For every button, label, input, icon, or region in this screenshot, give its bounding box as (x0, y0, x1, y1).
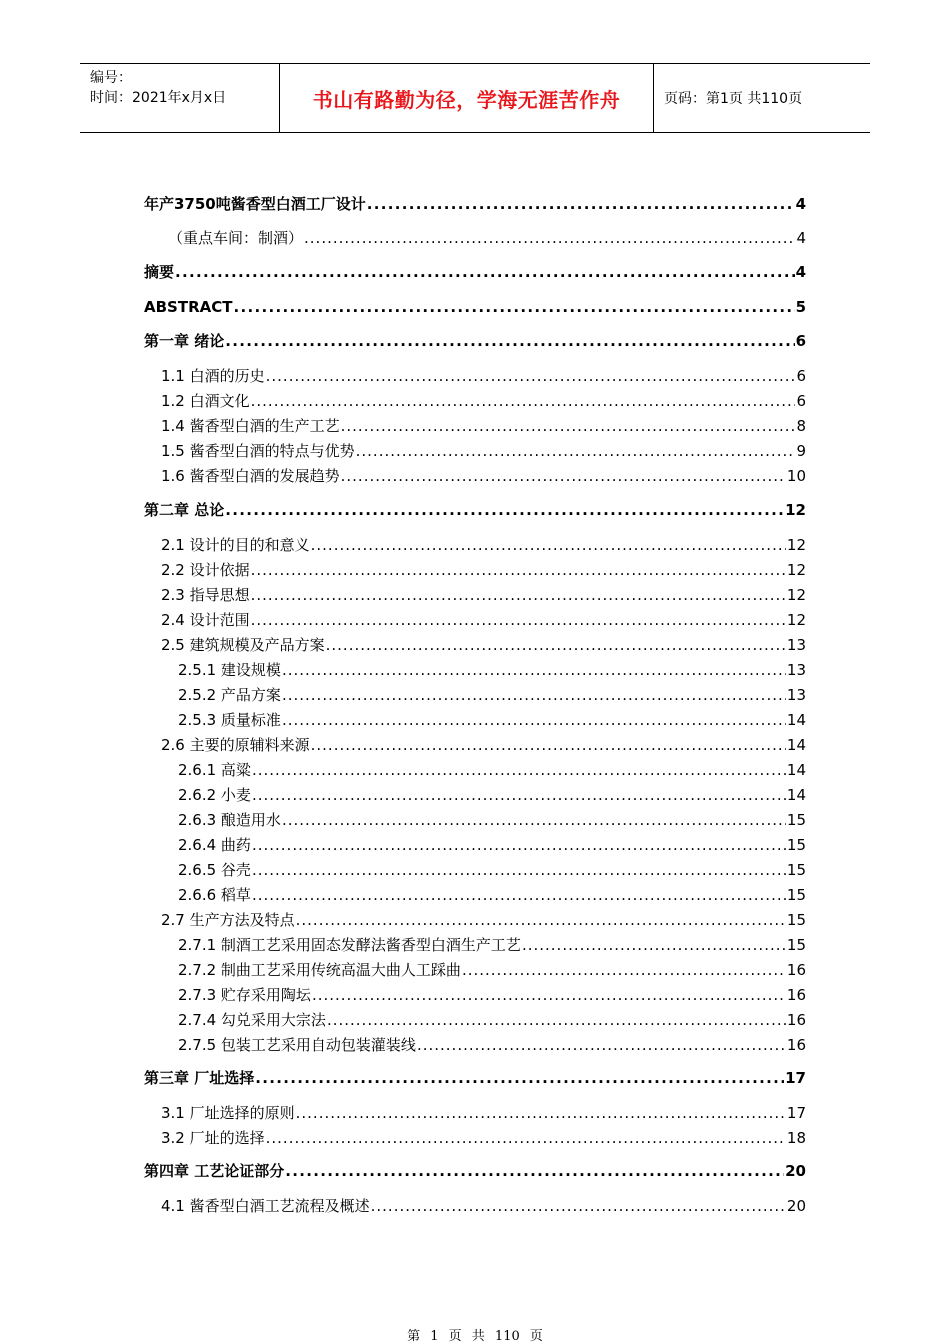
toc-entry-page: 16 (786, 1036, 806, 1054)
toc-entry[interactable] (144, 684, 806, 706)
toc-entry[interactable] (144, 784, 806, 806)
toc-entry-title: 2.5.3 质量标准 (178, 711, 281, 729)
toc-dot-leader (225, 330, 794, 352)
toc-dot-leader (312, 984, 786, 1006)
toc-entry-title: 2.6 主要的原辅料来源 (161, 736, 310, 754)
toc-entry-title: 2.7.2 制曲工艺采用传统高温大曲人工踩曲 (178, 961, 461, 979)
toc-entry[interactable] (144, 499, 806, 521)
toc-entry-page: 14 (786, 786, 806, 804)
toc-entry[interactable] (144, 1067, 806, 1089)
toc-dot-leader (266, 365, 796, 387)
toc-entry[interactable] (144, 959, 806, 981)
toc-entry-page: 13 (786, 661, 806, 679)
toc-entry[interactable] (144, 1034, 806, 1056)
toc-entry-title: 1.5 酱香型白酒的特点与优势 (161, 442, 355, 460)
toc-dot-leader (371, 1195, 786, 1217)
toc-entry-title: 1.1 白酒的历史 (161, 367, 265, 385)
toc-entry-title: 2.4 设计范围 (161, 611, 250, 629)
toc-dot-leader (282, 659, 786, 681)
toc-entry-title: 摘要 (144, 263, 175, 281)
toc-entry-page: 4 (795, 263, 806, 281)
toc-entry-title: 第四章 工艺论证部分 (144, 1162, 285, 1180)
toc-entry-page: 15 (786, 861, 806, 879)
toc-entry[interactable] (144, 859, 806, 881)
toc-entry-page: 15 (786, 936, 806, 954)
motto-text: 书山有路勤为径，学海无涯苦作舟 (312, 87, 621, 112)
toc-entry[interactable] (144, 390, 806, 412)
toc-entry-title: 2.7.4 勾兑采用大宗法 (178, 1011, 326, 1029)
toc-entry-page: 12 (786, 611, 806, 629)
toc-entry-title: 第一章 绪论 (144, 332, 225, 350)
toc-entry-title: 2.5 建筑规模及产品方案 (161, 636, 325, 654)
toc-entry-title: 1.2 白酒文化 (161, 392, 250, 410)
toc-dot-leader (251, 559, 786, 581)
toc-dot-leader (311, 534, 786, 556)
toc-entry[interactable] (144, 365, 806, 387)
toc-dot-leader (304, 227, 795, 249)
toc-entry-page: 13 (786, 636, 806, 654)
toc-dot-leader (367, 193, 795, 215)
toc-dot-leader (282, 709, 786, 731)
toc-entry-title: ABSTRACT (144, 298, 233, 316)
toc-dot-leader (296, 909, 786, 931)
toc-entry[interactable] (144, 261, 806, 283)
toc-entry-page: 18 (786, 1129, 806, 1147)
toc-entry-title: 2.7.3 贮存采用陶坛 (178, 986, 311, 1004)
page-label: 页码：第1页 共110页 (664, 91, 803, 107)
toc-entry-page: 4 (796, 229, 806, 247)
toc-dot-leader (417, 1034, 786, 1056)
toc-dot-leader (255, 1067, 784, 1089)
toc-entry-page: 16 (786, 1011, 806, 1029)
toc-dot-leader (311, 734, 786, 756)
toc-dot-leader (225, 499, 784, 521)
toc-entry[interactable] (144, 609, 806, 631)
toc-entry-page: 6 (796, 392, 806, 410)
toc-entry[interactable] (144, 584, 806, 606)
toc-entry-title: 2.7 生产方法及特点 (161, 911, 295, 929)
toc-entry-page: 14 (786, 736, 806, 754)
toc-entry-title: 1.4 酱香型白酒的生产工艺 (161, 417, 340, 435)
toc-entry[interactable] (144, 296, 806, 318)
toc-entry-page: 10 (786, 467, 806, 485)
toc-dot-leader (251, 584, 786, 606)
header-motto-cell (280, 64, 654, 132)
toc-entry-title: 2.7.5 包装工艺采用自动包装灌装线 (178, 1036, 416, 1054)
toc-entry-page: 16 (786, 961, 806, 979)
toc-entry[interactable] (144, 984, 806, 1006)
toc-entry[interactable] (144, 909, 806, 931)
toc-entry-page: 6 (796, 367, 806, 385)
toc-entry[interactable] (144, 634, 806, 656)
toc-entry[interactable] (144, 559, 806, 581)
header-meta-cell (80, 64, 280, 132)
toc-entry-page: 15 (786, 836, 806, 854)
toc-entry-title: 1.6 酱香型白酒的发展趋势 (161, 467, 340, 485)
toc-dot-leader (282, 809, 786, 831)
toc-dot-leader (296, 1102, 786, 1124)
toc-dot-leader (282, 684, 786, 706)
toc-dot-leader (251, 390, 796, 412)
toc-entry-title: 2.6.6 稻草 (178, 886, 251, 904)
header-page-cell (654, 64, 870, 132)
toc-entry[interactable] (144, 534, 806, 556)
toc-entry[interactable] (144, 1127, 806, 1149)
toc-entry[interactable] (144, 465, 806, 487)
toc-dot-leader (285, 1160, 784, 1182)
toc-entry-title: 2.2 设计依据 (161, 561, 250, 579)
toc-entry[interactable] (144, 884, 806, 906)
toc-entry-title: 2.1 设计的目的和意义 (161, 536, 310, 554)
toc-dot-leader (252, 884, 786, 906)
toc-dot-leader (175, 261, 795, 283)
toc-entry[interactable] (144, 934, 806, 956)
toc-entry-page: 12 (786, 586, 806, 604)
toc-entry[interactable] (144, 1102, 806, 1124)
toc-entry-page: 14 (786, 711, 806, 729)
toc-entry-title: 4.1 酱香型白酒工艺流程及概述 (161, 1197, 370, 1215)
toc-entry-title: 2.6.5 谷壳 (178, 861, 251, 879)
toc-entry[interactable] (144, 1195, 806, 1217)
toc-entry-title: 第三章 厂址选择 (144, 1069, 255, 1087)
toc-entry[interactable] (144, 734, 806, 756)
toc-entry-page: 17 (786, 1104, 806, 1122)
toc-dot-leader (266, 1127, 786, 1149)
toc-entry[interactable] (144, 1009, 806, 1031)
toc-entry-page: 14 (786, 761, 806, 779)
toc-entry-page: 12 (785, 501, 806, 519)
toc-dot-leader (326, 634, 786, 656)
serial-label: 编号： (90, 70, 132, 86)
toc-entry-title: （重点车间：制酒） (168, 229, 304, 247)
toc-entry-title: 2.7.1 制酒工艺采用固态发酵法酱香型白酒生产工艺 (178, 936, 521, 954)
toc-entry-title: 2.6.2 小麦 (178, 786, 251, 804)
toc-entry-page: 15 (786, 886, 806, 904)
toc-entry-title: 2.5.1 建设规模 (178, 661, 281, 679)
toc-entry-page: 13 (786, 686, 806, 704)
time-label: 时间：2021年x月x日 (90, 90, 227, 106)
toc-entry-title: 2.6.3 酿造用水 (178, 811, 281, 829)
toc-entry[interactable] (144, 759, 806, 781)
toc-dot-leader (251, 609, 786, 631)
toc-entry[interactable] (144, 440, 806, 462)
toc-entry-page: 17 (785, 1069, 806, 1087)
toc-dot-leader (252, 859, 786, 881)
toc-entry-page: 15 (786, 911, 806, 929)
toc-entry-title: 第二章 总论 (144, 501, 225, 519)
toc-entry[interactable] (144, 709, 806, 731)
toc-dot-leader (522, 934, 786, 956)
toc-entry-title: 2.3 指导思想 (161, 586, 250, 604)
toc-dot-leader (341, 415, 796, 437)
toc-entry-title: 2.5.2 产品方案 (178, 686, 281, 704)
toc-entry-page: 20 (785, 1162, 806, 1180)
toc-entry-title: 年产3750吨酱香型白酒工厂设计 (144, 195, 366, 213)
toc-dot-leader (356, 440, 796, 462)
toc-entry[interactable] (144, 227, 806, 249)
toc-entry-page: 9 (796, 442, 806, 460)
page-header (80, 63, 870, 133)
toc-entry-page: 5 (795, 298, 806, 316)
toc-entry[interactable] (144, 809, 806, 831)
toc-entry[interactable] (144, 834, 806, 856)
toc-dot-leader (462, 959, 786, 981)
toc-entry[interactable] (144, 1160, 806, 1182)
toc-entry-page: 20 (786, 1197, 806, 1215)
toc-entry[interactable] (144, 415, 806, 437)
toc-entry[interactable] (144, 330, 806, 352)
toc-dot-leader (252, 834, 786, 856)
toc-dot-leader (341, 465, 786, 487)
page-footer: 第 1 页 共 110 页 (407, 1329, 543, 1344)
toc-entry-page: 8 (796, 417, 806, 435)
toc-entry-page: 16 (786, 986, 806, 1004)
toc-dot-leader (233, 296, 794, 318)
toc-dot-leader (252, 759, 786, 781)
toc-entry-page: 6 (795, 332, 806, 350)
toc-entry[interactable] (144, 659, 806, 681)
toc-dot-leader (252, 784, 786, 806)
toc-entry[interactable] (144, 193, 806, 215)
toc-entry-title: 2.6.4 曲药 (178, 836, 251, 854)
toc-entry-page: 12 (786, 536, 806, 554)
toc-entry-page: 4 (795, 195, 806, 213)
toc-entry-title: 2.6.1 高粱 (178, 761, 251, 779)
toc-entry-page: 12 (786, 561, 806, 579)
toc-entry-title: 3.1 厂址选择的原则 (161, 1104, 295, 1122)
toc-dot-leader (327, 1009, 786, 1031)
toc-entry-title: 3.2 厂址的选择 (161, 1129, 265, 1147)
toc-entry-page: 15 (786, 811, 806, 829)
